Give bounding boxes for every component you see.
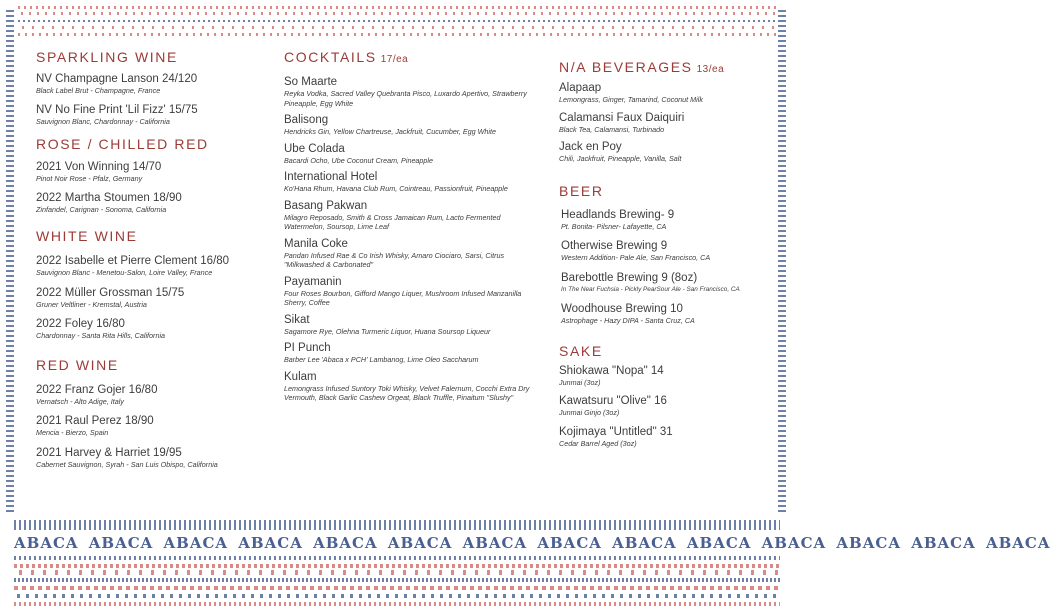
decorative-border-bottom xyxy=(14,556,780,608)
menu-item xyxy=(559,394,774,418)
abaca-logo-word: ABACA xyxy=(313,534,378,552)
menu-item xyxy=(284,313,534,337)
section-title: BEER xyxy=(559,182,604,199)
item-name: 2021 Von Winning 14/70 xyxy=(36,161,162,173)
section-title: ROSE / CHILLED RED xyxy=(36,136,209,152)
section-price: 13/ea xyxy=(696,64,725,75)
menu-item xyxy=(284,113,534,137)
abaca-logo-word: ABACA xyxy=(238,534,303,552)
item-name: 2021 Raul Perez 18/90 xyxy=(36,415,154,427)
abaca-logo-word: ABACA xyxy=(761,534,827,552)
item-name: Sikat xyxy=(284,313,310,326)
item-name: Otherwise Brewing 9 xyxy=(561,240,668,252)
abaca-logo-word: ABACA xyxy=(985,534,1051,552)
item-description: Western Addition- Pale Ale, San Francisco, CA xyxy=(561,253,711,262)
section-title xyxy=(559,58,774,79)
section-title: SAKE xyxy=(559,342,603,359)
menu-item xyxy=(559,81,774,105)
menu-item xyxy=(284,370,534,403)
menu-item xyxy=(36,383,271,407)
item-name: Alapaap xyxy=(559,82,602,94)
item-name: Ube Colada xyxy=(284,142,345,155)
menu-item xyxy=(36,254,271,278)
section-title: RED WINE xyxy=(36,356,119,373)
item-description: Astrophage - Hazy DIPA - Santa Cruz, CA xyxy=(561,316,695,325)
item-description: Black Label Brut - Champagne, France xyxy=(36,86,161,95)
decorative-border-right xyxy=(778,10,786,515)
menu-item xyxy=(36,286,271,310)
item-description: Zinfandel, Carignan - Sonoma, California xyxy=(36,204,167,214)
abaca-logo-word: ABACA xyxy=(612,534,677,552)
abaca-logo-word: ABACA xyxy=(88,534,154,552)
menu-item xyxy=(559,271,774,295)
section-title: SPARKLING WINE xyxy=(36,49,178,65)
abaca-logo-word: ABACA xyxy=(14,534,79,552)
section-na-beverages xyxy=(559,58,774,164)
section-rose xyxy=(36,135,271,214)
item-description: Chili, Jackfruit, Pineapple, Vanilla, Salt xyxy=(559,154,682,163)
abaca-logo-word: ABACA xyxy=(387,534,453,552)
section-title: WHITE WINE xyxy=(36,228,138,244)
item-description: Sauvignon Blanc, Chardonnay - California xyxy=(36,116,170,126)
item-name: 2022 Martha Stoumen 18/90 xyxy=(36,191,182,204)
item-description: Junmai (3oz) xyxy=(559,377,601,387)
menu-item xyxy=(284,170,534,194)
item-name: Kawatsuru "Olive" 16 xyxy=(559,395,667,407)
item-name: Manila Coke xyxy=(284,237,348,250)
item-name: Shiokawa "Nopa" 14 xyxy=(559,364,664,377)
decorative-band xyxy=(14,520,780,530)
item-name: Woodhouse Brewing 10 xyxy=(561,303,683,315)
item-description: Hendricks Gin, Yellow Chartreuse, Jackfruit, Cucumber, Egg White xyxy=(284,127,496,136)
section-white-wine xyxy=(36,227,271,341)
item-description: Barber Lee 'Abaca x PCH' Lambanog, Lime Oleo Saccharum xyxy=(284,355,479,364)
item-description: Ko'Hana Rhum, Havana Club Rum, Cointreau, Passionfruit, Pineapple xyxy=(284,184,508,193)
section-title xyxy=(284,48,534,69)
menu-item xyxy=(36,317,271,341)
abaca-logo-word: ABACA xyxy=(163,534,229,552)
item-name: Balisong xyxy=(284,114,329,126)
abaca-logo-word: ABACA xyxy=(911,534,976,552)
item-description: Lemongrass Infused Suntory Toki Whisky, Velvet Falernum, Cocchi Extra Dry Vermouth, Black Garlic Cashew Orgeat, Black Truffle, Pinaitum "Slushy" xyxy=(284,383,530,402)
section-title-text: N/A BEVERAGES xyxy=(559,59,693,75)
decorative-border-left xyxy=(6,10,14,515)
item-name: Calamansi Faux Daiquiri xyxy=(559,111,685,124)
menu-item xyxy=(36,446,271,470)
item-description: Junmai Ginjo (3oz) xyxy=(559,408,620,417)
abaca-logo-word: ABACA xyxy=(686,534,752,552)
menu-item xyxy=(559,425,774,449)
item-name: NV No Fine Print 'Lil Fizz' 15/75 xyxy=(36,103,198,116)
item-name: Jack en Poy xyxy=(559,141,622,153)
item-description: Pinot Noir Rose - Pfalz, Germany xyxy=(36,174,143,183)
item-name: International Hotel xyxy=(284,171,378,183)
menu-item xyxy=(559,302,774,326)
item-description: Cedar Barrel Aged (3oz) xyxy=(559,438,637,448)
item-description: Chardonnay - Santa Rita Hills, California xyxy=(36,331,166,340)
item-description: Gruner Veltliner - Kremstal, Austria xyxy=(36,299,147,309)
item-description: Vernatsch - Alto Adige, Italy xyxy=(36,396,124,406)
menu-item xyxy=(36,191,271,215)
section-beer xyxy=(559,182,774,326)
menu-item xyxy=(36,72,271,96)
section-red-wine xyxy=(36,356,271,470)
item-description: Pt. Bonita- Pilsner- Lafayette, CA xyxy=(561,221,667,231)
abaca-logo-word: ABACA xyxy=(836,534,901,552)
item-name: NV Champagne Lanson 24/120 xyxy=(36,73,198,85)
item-name: Kulam xyxy=(284,370,317,383)
item-description: Sauvignon Blanc - Menetou-Salon, Loire Valley, France xyxy=(36,268,213,277)
menu-item xyxy=(559,208,774,232)
section-sparkling-wine xyxy=(36,48,271,126)
menu-item xyxy=(284,142,534,166)
item-name: Payamanin xyxy=(284,275,342,288)
menu-item xyxy=(284,341,534,365)
abaca-logo-word: ABACA xyxy=(537,534,602,552)
menu-item xyxy=(36,103,271,127)
menu-item xyxy=(284,199,534,232)
decorative-border-top xyxy=(18,6,780,42)
item-name: 2021 Harvey & Harriet 19/95 xyxy=(36,446,182,459)
item-description: Lemongrass, Ginger, Tamarind, Coconut Milk xyxy=(559,95,703,104)
menu-item xyxy=(284,275,534,308)
item-description: Black Tea, Calamansi, Turbinado xyxy=(559,124,665,134)
item-description: Four Roses Bourbon, Gifford Mango Liquer, Mushroom Infused Manzanilla Sherry, Coffee xyxy=(284,288,522,307)
item-name: 2022 Foley 16/80 xyxy=(36,318,125,330)
item-name: So Maarte xyxy=(284,76,338,88)
menu-item xyxy=(284,237,534,270)
abaca-logo-word: ABACA xyxy=(462,534,528,552)
section-title-text: COCKTAILS xyxy=(284,49,377,65)
abaca-logo-band xyxy=(14,532,1051,554)
section-sake xyxy=(559,342,774,449)
item-description: Mencia - Bierzo, Spain xyxy=(36,428,109,437)
item-description: Cabernet Sauvignon, Syrah - San Luis Obispo, California xyxy=(36,459,218,469)
item-description: Milagro Reposado, Smith & Cross Jamaican Rum, Lacto Fermented Watermelon, Soursop, Lime Leaf xyxy=(284,212,501,231)
wine-column xyxy=(36,48,271,469)
item-name: 2022 Franz Gojer 16/80 xyxy=(36,383,158,396)
item-name: Basang Pakwan xyxy=(284,199,368,212)
item-description: In The Near Fuchsia - Pickly PearSour Ale - San Francisco, CA xyxy=(561,285,740,293)
item-description: Pandan Infused Rae & Co Irish Whisky, Amaro Ciociaro, Sarsi, Citrus "Milkwashed & Carbonated" xyxy=(284,250,505,269)
menu-item xyxy=(559,111,774,135)
item-name: PI Punch xyxy=(284,342,331,354)
item-name: Headlands Brewing- 9 xyxy=(561,208,675,221)
cocktails-column xyxy=(284,48,534,403)
item-description: Bacardi Ocho, Ube Coconut Cream, Pineapple xyxy=(284,155,434,165)
menu-item xyxy=(284,75,534,108)
item-name: 2022 Isabelle et Pierre Clement 16/80 xyxy=(36,255,230,267)
menu-item xyxy=(559,239,774,263)
item-name: Barebottle Brewing 9 (8oz) xyxy=(561,271,698,284)
na-beer-sake-column xyxy=(559,58,774,448)
menu-item xyxy=(559,364,774,388)
item-description: Sagamore Rye, Olehna Turmeric Liquor, Huana Soursop Liqueur xyxy=(284,326,491,336)
item-description: Reyka Vodka, Sacred Valley Quebranta Pisco, Luxardo Apertivo, Strawberry Pineapple, Egg White xyxy=(284,89,527,108)
menu-item xyxy=(36,160,271,184)
menu-item xyxy=(36,414,271,438)
item-name: 2022 Müller Grossman 15/75 xyxy=(36,286,185,299)
menu-item xyxy=(559,140,774,164)
section-price: 17/ea xyxy=(380,54,409,65)
item-name: Kojimaya "Untitled" 31 xyxy=(559,425,673,438)
